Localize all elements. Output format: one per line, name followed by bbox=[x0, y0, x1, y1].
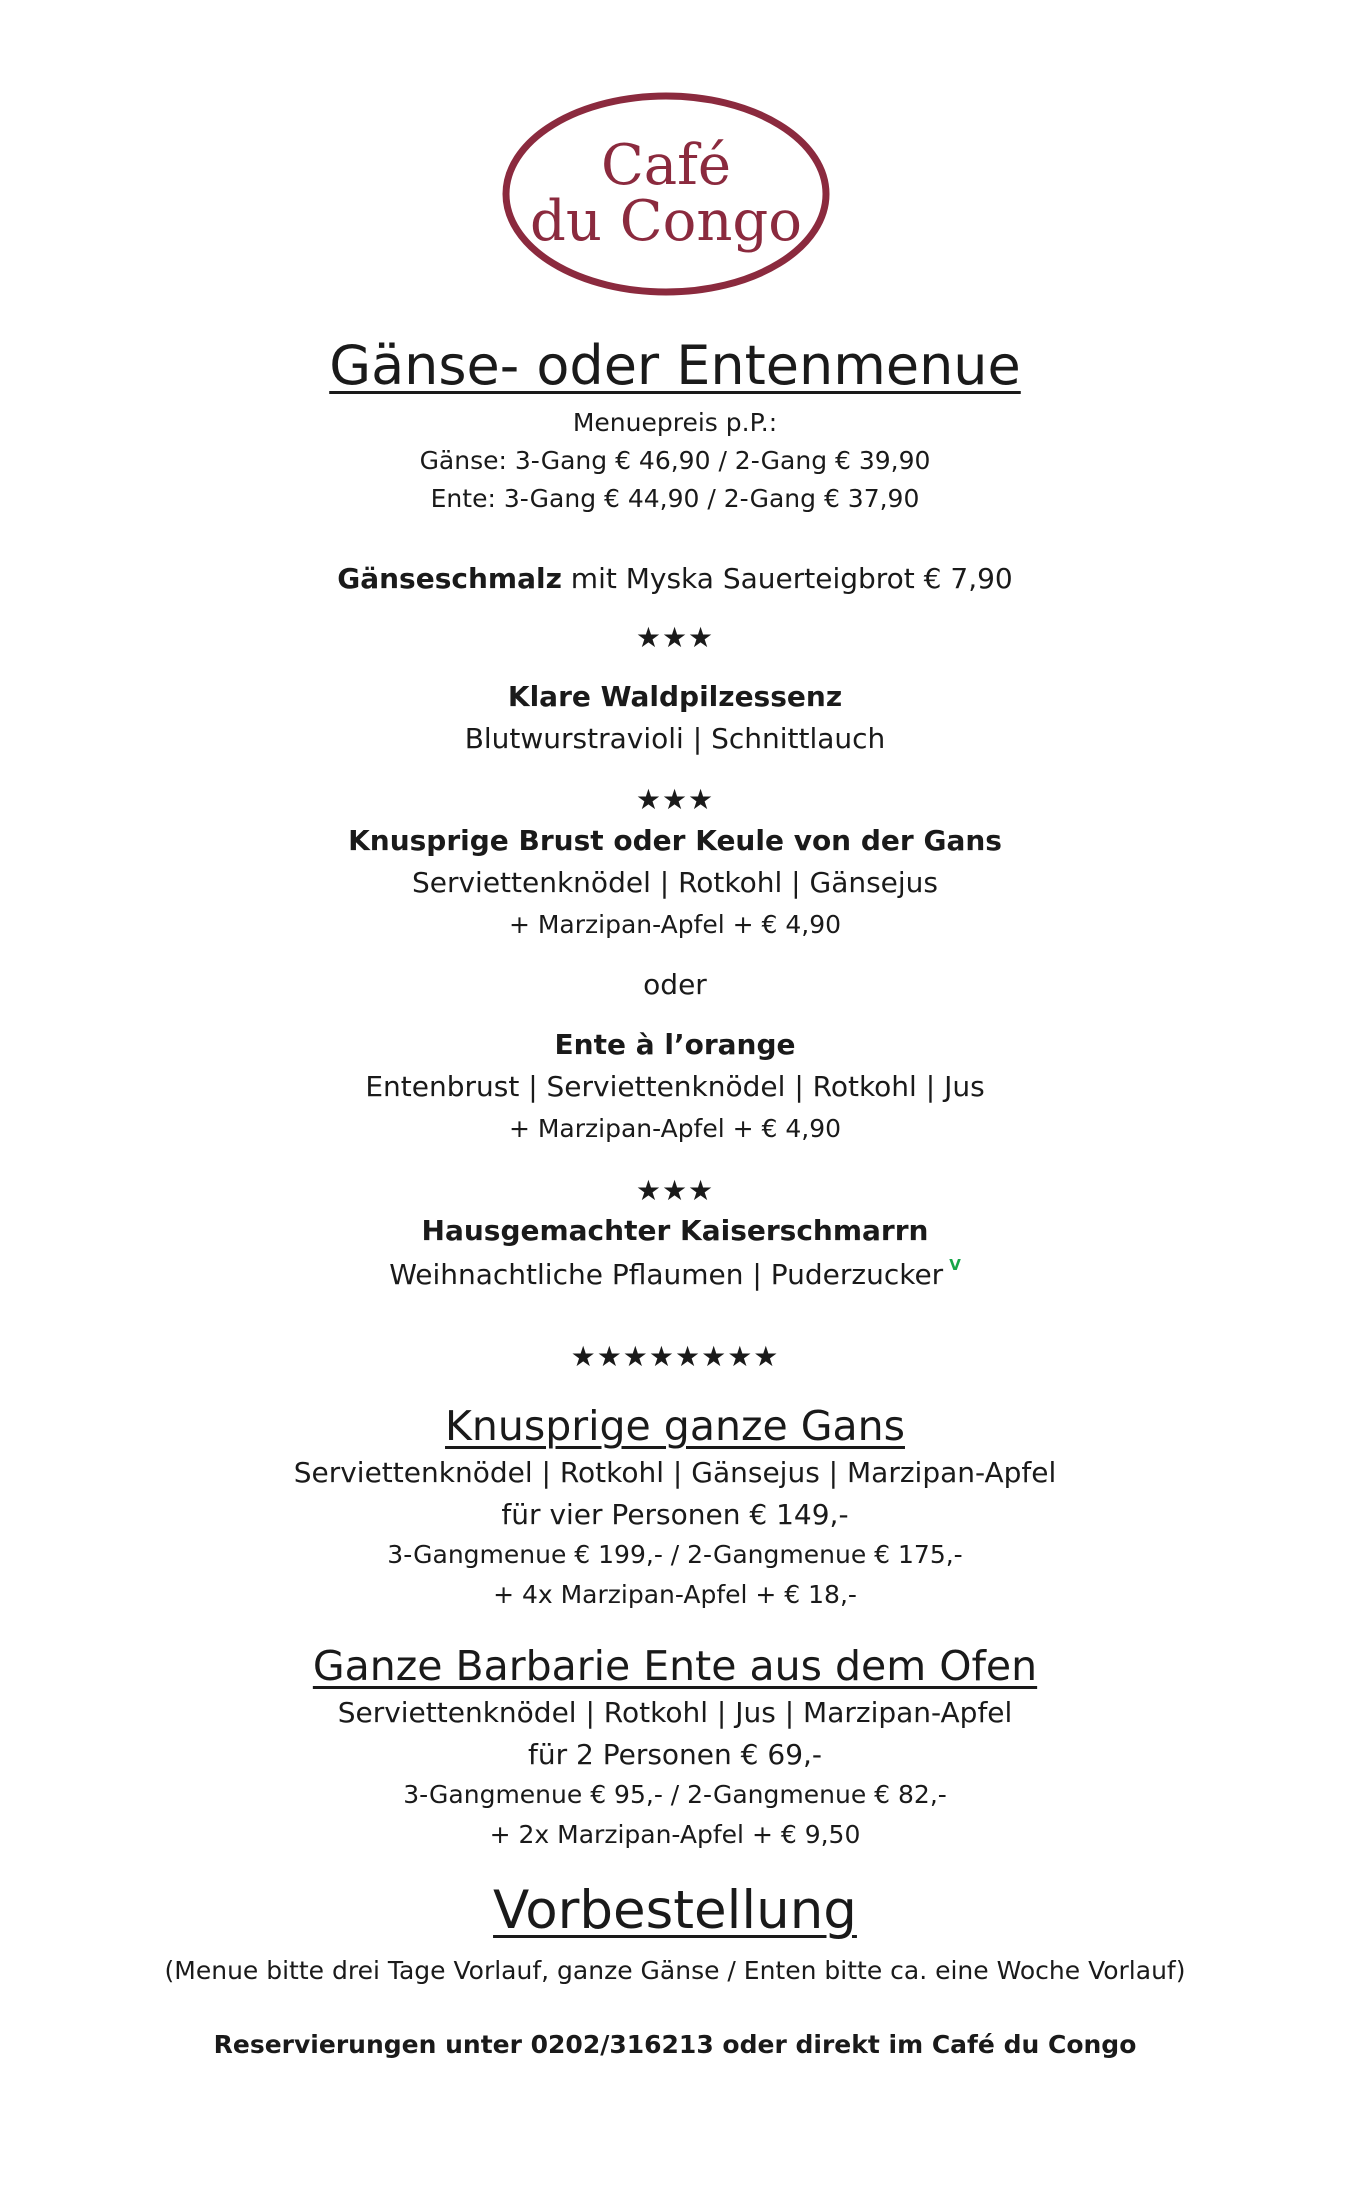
course-2a-extra: + Marzipan-Apfel + € 4,90 bbox=[508, 910, 842, 939]
logo-line-1: Café bbox=[600, 133, 732, 198]
dessert-desc-line bbox=[0, 1256, 1350, 1291]
dessert-desc: Weihnachtliche Pflaumen | Puderzucker bbox=[389, 1258, 944, 1291]
whole-duck-extra: + 2x Marzipan-Apfel + € 9,50 bbox=[489, 1820, 861, 1849]
price-ente: Ente: 3-Gang € 44,90 / 2-Gang € 37,90 bbox=[430, 484, 920, 513]
course-1-name: Klare Waldpilzessenz bbox=[507, 680, 843, 713]
price-label: Menuepreis p.P.: bbox=[572, 408, 778, 437]
starter-name: Gänseschmalz bbox=[337, 562, 562, 595]
whole-duck-desc: Serviettenknödel | Rotkohl | Jus | Marzipan-Apfel bbox=[337, 1696, 1013, 1729]
preorder-note: (Menue bitte drei Tage Vorlauf, ganze Gänse / Enten bitte ca. eine Woche Vorlauf) bbox=[164, 1956, 1186, 1985]
course-2a-desc: Serviettenknödel | Rotkohl | Gänsejus bbox=[411, 866, 939, 899]
whole-goose-persons: für vier Personen € 149,- bbox=[501, 1498, 849, 1531]
whole-goose-desc: Serviettenknödel | Rotkohl | Gänsejus | Marzipan-Apfel bbox=[293, 1456, 1057, 1489]
star-divider: ★★★ bbox=[635, 783, 715, 816]
or-divider: oder bbox=[643, 968, 707, 1001]
course-1-desc: Blutwurstravioli | Schnittlauch bbox=[464, 722, 886, 755]
course-2b-desc: Entenbrust | Serviettenknödel | Rotkohl | Jus bbox=[365, 1070, 985, 1103]
course-2b-extra: + Marzipan-Apfel + € 4,90 bbox=[508, 1114, 842, 1143]
starter-desc: mit Myska Sauerteigbrot € 7,90 bbox=[570, 562, 1013, 595]
whole-duck-menu: 3-Gangmenue € 95,- / 2-Gangmenue € 82,- bbox=[403, 1780, 947, 1809]
course-2b-name: Ente à l’orange bbox=[554, 1028, 796, 1061]
reservation-info: Reservierungen unter 0202/316213 oder direkt im Café du Congo bbox=[213, 2030, 1137, 2059]
price-gans: Gänse: 3-Gang € 46,90 / 2-Gang € 39,90 bbox=[419, 446, 931, 475]
whole-duck-persons: für 2 Personen € 69,- bbox=[527, 1738, 823, 1771]
whole-goose-title: Knusprige ganze Gans bbox=[445, 1402, 905, 1450]
star-divider: ★★★ bbox=[635, 621, 715, 654]
logo-line-2: du Congo bbox=[530, 189, 802, 254]
star-separator: ★★★★★★★★ bbox=[570, 1340, 780, 1373]
whole-goose-extra: + 4x Marzipan-Apfel + € 18,- bbox=[493, 1580, 857, 1609]
preorder-title: Vorbestellung bbox=[493, 1880, 857, 1941]
vegan-mark: V bbox=[949, 1256, 961, 1274]
whole-goose-menu: 3-Gangmenue € 199,- / 2-Gangmenue € 175,- bbox=[387, 1540, 963, 1569]
cafe-du-congo-logo bbox=[496, 88, 836, 300]
star-divider: ★★★ bbox=[635, 1174, 715, 1207]
course-2a-name: Knusprige Brust oder Keule von der Gans bbox=[348, 824, 1002, 857]
starter-line bbox=[0, 562, 1350, 595]
menu-title: Gänse- oder Entenmenue bbox=[329, 334, 1021, 397]
dessert-name: Hausgemachter Kaiserschmarrn bbox=[421, 1214, 929, 1247]
whole-duck-title: Ganze Barbarie Ente aus dem Ofen bbox=[312, 1642, 1038, 1690]
